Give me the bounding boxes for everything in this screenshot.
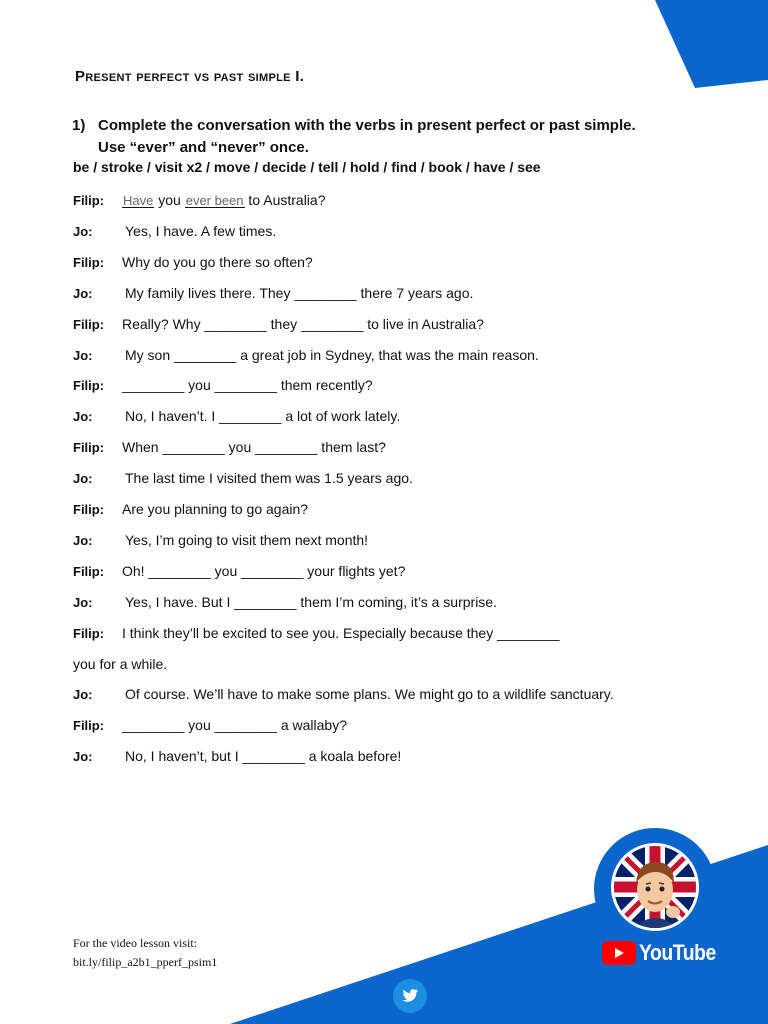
answer-blank[interactable]: ________: [174, 346, 237, 363]
dialogue-line: [73, 254, 313, 270]
youtube-play-icon: [602, 941, 636, 965]
dialogue-line: [73, 563, 405, 579]
dialogue-line: [73, 192, 325, 208]
dialogue-text: ________ you ________ a wallaby?: [122, 717, 347, 734]
speaker-label: Filip:: [73, 502, 105, 517]
task-line-1: Complete the conversation with the verbs in present perfect or past simple.: [98, 117, 636, 134]
dialogue-text: Are you planning to go again?: [122, 501, 309, 517]
speaker-label: Filip:: [73, 378, 105, 394]
video-lesson-link[interactable]: bit.ly/filip_a2b1_pperf_psim1: [73, 955, 218, 969]
speaker-label: Jo:: [73, 409, 93, 425]
dialogue-text: When ________ you ________ them last?: [122, 439, 386, 456]
dialogue-text: No, I haven’t. I ________ a lot of work lately.: [125, 408, 401, 425]
teacher-avatar-icon: [594, 828, 716, 950]
answer-blank[interactable]: ________: [122, 377, 185, 394]
task-number: 1): [72, 117, 86, 134]
task-instructions: [72, 115, 636, 159]
speaker-label: Jo:: [73, 223, 93, 239]
answer-blank[interactable]: ________: [242, 748, 305, 765]
dialogue-line: [73, 377, 373, 393]
dialogue-line: [73, 470, 413, 486]
answer-blank[interactable]: ________: [255, 439, 318, 456]
speaker-label: Jo:: [73, 749, 93, 765]
dialogue-text: Of course. We’ll have to make some plans. We might go to a wildlife sanctuary.: [125, 686, 614, 703]
speaker-label: Filip:: [73, 718, 105, 734]
dialogue-line: [73, 347, 539, 363]
youtube-label: YouTube: [639, 940, 716, 965]
dialogue-text: Yes, I have. But I ________ them I’m coming, it’s a surprise.: [125, 593, 497, 610]
speaker-label: Jo:: [73, 347, 93, 363]
answer-blank[interactable]: ________: [234, 593, 297, 610]
speaker-label: Filip:: [73, 563, 105, 579]
answer-example: ever been: [185, 193, 244, 208]
footer-line-1: For the video lesson visit:: [73, 936, 197, 950]
dialogue-text: Have you ever been to Australia?: [123, 192, 326, 208]
dialogue-text: Yes, I have. A few times.: [125, 222, 277, 239]
dialogue-text: Yes, I’m going to visit them next month!: [125, 531, 369, 548]
dialogue-line: [73, 285, 473, 301]
dialogue-line: [73, 717, 347, 733]
speaker-label: Jo:: [73, 285, 93, 301]
answer-blank[interactable]: ________: [301, 315, 364, 332]
dialogue-line: [73, 594, 497, 610]
answer-blank[interactable]: ________: [241, 562, 304, 579]
dialogue-line: [73, 532, 368, 548]
dialogue-text: Oh! ________ you ________ your flights yet?: [122, 562, 406, 579]
verb-list: be / stroke / visit x2 / move / decide / tell / hold / find / book / have / see: [73, 159, 541, 175]
youtube-logo[interactable]: [602, 940, 726, 966]
speaker-label: Filip:: [73, 254, 105, 270]
dialogue-line: [73, 316, 484, 332]
dialogue-line: [73, 439, 386, 455]
dialogue-line: [73, 748, 401, 764]
speaker-label: Filip:: [73, 193, 105, 208]
dialogue-line: [73, 625, 559, 641]
dialogue-text: My family lives there. They ________ there 7 years ago.: [125, 284, 474, 301]
answer-blank[interactable]: ________: [294, 284, 357, 301]
speaker-label: Jo:: [73, 532, 93, 548]
dialogue-text: Really? Why ________ they ________ to live in Australia?: [122, 315, 484, 332]
answer-blank[interactable]: ________: [214, 717, 277, 734]
dialogue-text: No, I haven’t, but I ________ a koala before!: [125, 748, 402, 765]
speaker-label: Jo:: [73, 594, 93, 610]
speaker-label: Filip:: [73, 316, 105, 332]
page-title: Present perfect vs past simple I.: [75, 68, 305, 85]
dialogue-line: [73, 501, 308, 517]
speaker-label: Filip:: [73, 625, 105, 641]
dialogue-line: [73, 656, 167, 672]
dialogue-text: I think they’ll be excited to see you. Especially because they ________: [122, 624, 560, 641]
dialogue-text: ________ you ________ them recently?: [122, 377, 373, 394]
answer-example: Have: [123, 193, 154, 208]
dialogue-line: [73, 686, 614, 702]
speaker-label: Filip:: [73, 440, 105, 456]
speaker-label: Jo:: [73, 471, 93, 487]
answer-blank[interactable]: ________: [219, 408, 282, 425]
top-right-blue-shape: [655, 0, 768, 88]
task-line-2: Use “ever” and “never” once.: [98, 139, 309, 156]
twitter-bird-icon[interactable]: [393, 979, 427, 1013]
answer-blank[interactable]: ________: [148, 562, 211, 579]
answer-blank[interactable]: ________: [162, 439, 225, 456]
answer-blank[interactable]: ________: [214, 377, 277, 394]
dialogue-line: [73, 408, 400, 424]
speaker-label: Jo:: [73, 687, 93, 703]
answer-blank[interactable]: ________: [204, 315, 267, 332]
answer-blank[interactable]: ________: [122, 717, 185, 734]
dialogue-text: The last time I visited them was 1.5 years ago.: [125, 470, 413, 487]
dialogue-line: [73, 223, 276, 239]
dialogue-text: My son ________ a great job in Sydney, that was the main reason.: [125, 346, 539, 363]
dialogue-text: Why do you go there so often?: [122, 253, 313, 270]
answer-blank[interactable]: ________: [497, 624, 560, 641]
dialogue-text: you for a while.: [73, 655, 168, 672]
footer: [73, 934, 217, 972]
